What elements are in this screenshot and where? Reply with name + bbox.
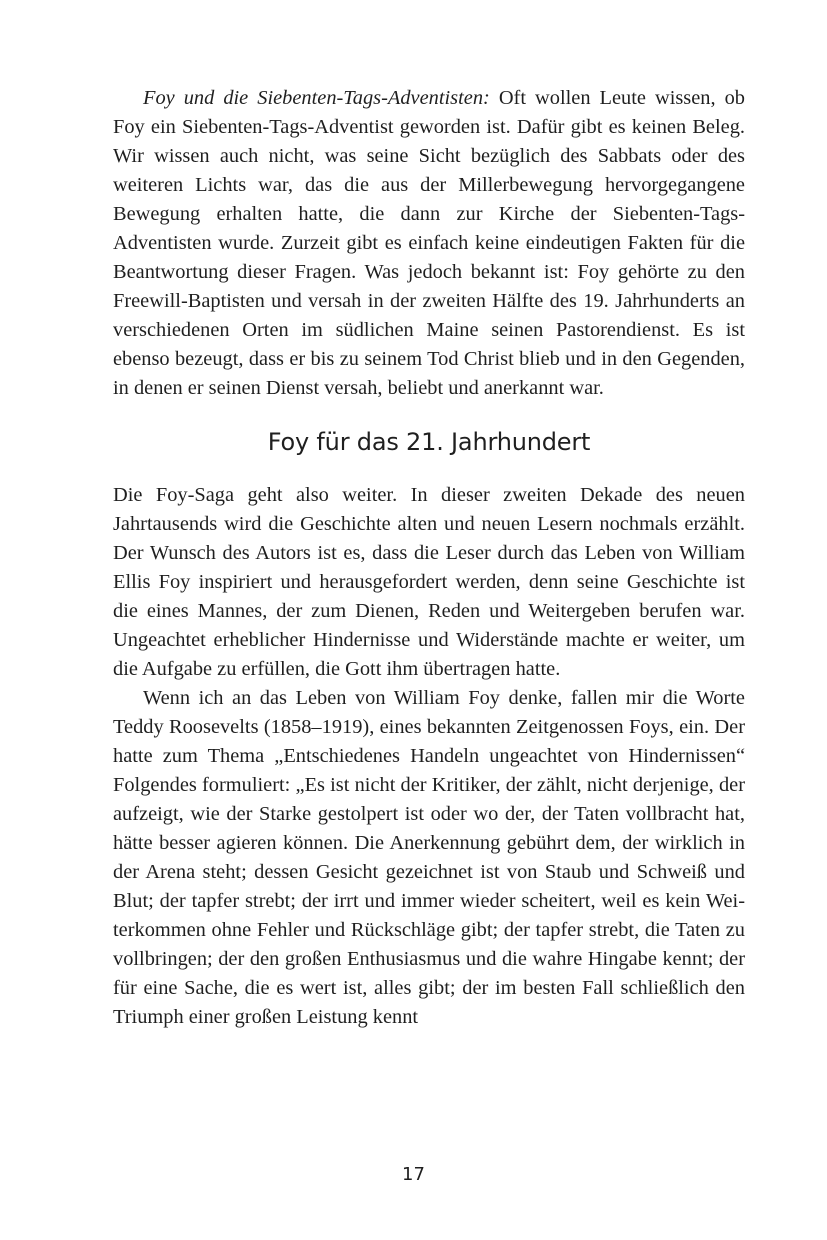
paragraph-adventists-text: Oft wollen Leute wissen, ob Foy ein Siebenten-Tags-Adventist geworden ist. Dafür gibt es keinen Beleg. Wir wissen auch nicht, was seine Sicht bezüglich des Sabbats oder des weiteren Lichts war, das die aus der Millerbewegung hervorgegangene Bewegung erhalten hatte, die dann zur Kirche der Siebenten-Tags-Adventisten wurde. Zurzeit gibt es einfach keine eindeutigen Fakten für die Beantwortung dieser Fragen. Was jedoch bekannt ist: Foy gehörte zu den Freewill-Baptisten und versah in der zweiten Hälfte des 19. Jahrhunderts an verschiedenen Orten im südlichen Maine seinen Pastorendienst. Es ist ebenso bezeugt, dass er bis zu seinem Tod Christ blieb und in den Gegenden, in denen er seinen Dienst versah, beliebt und anerkannt war. bbox=[113, 87, 745, 399]
paragraph-adventists bbox=[113, 84, 745, 403]
page-body bbox=[113, 84, 745, 1032]
section-heading: Foy für das 21. Jahrhundert bbox=[267, 428, 591, 456]
paragraph-lead-italic: Foy und die Siebenten-Tags-Adventisten: bbox=[143, 87, 490, 109]
paragraph-roosevelt: Wenn ich an das Leben von William Foy denke, fallen mir die Worte Teddy Roosevelts (1858–1919), eines bekannten Zeitgenossen Foys, ein. Der hatte zum Thema „Entschiedenes Handeln ungeachtet von Hindernissen“ Folgendes formuliert: „Es ist nicht der Kritiker, der zählt, nicht derjenige, der aufzeigt, wie der Starke gestolpert ist oder wo der, der Taten vollbracht hat, hätte besser agieren können. Die Anerkennung gebührt dem, der wirklich in der Arena steht; dessen Gesicht gezeichnet ist von Staub und Schweiß und Blut; der tapfer strebt; der irrt und immer wieder scheitert, weil es kein Weiterkommen ohne Fehler und Rückschläge gibt; der tapfer strebt, die Taten zu vollbringen; der den großen Enthusiasmus und die wahre Hingabe kennt; der für eine Sache, die es wert ist, alles gibt; der im besten Fall schließlich den Triumph einer großen Leistung kennt bbox=[113, 687, 745, 1028]
page-number: 17 bbox=[402, 1164, 425, 1185]
paragraph-foy-saga: Die Foy-Saga geht also weiter. In dieser zweiten Dekade des neuen Jahrtausends wird die Geschichte alten und neuen Lesern nochmals erzählt. Der Wunsch des Autors ist es, dass die Leser durch das Leben von William Ellis Foy inspiriert und herausgefordert werden, denn seine Geschichte ist die eines Mannes, der zum Dienen, Reden und Weitergeben berufen war. Ungeachtet erheblicher Hindernisse und Widerstände machte er weiter, um die Aufgabe zu erfüllen, die Gott ihm übertragen hatte. bbox=[113, 484, 745, 680]
